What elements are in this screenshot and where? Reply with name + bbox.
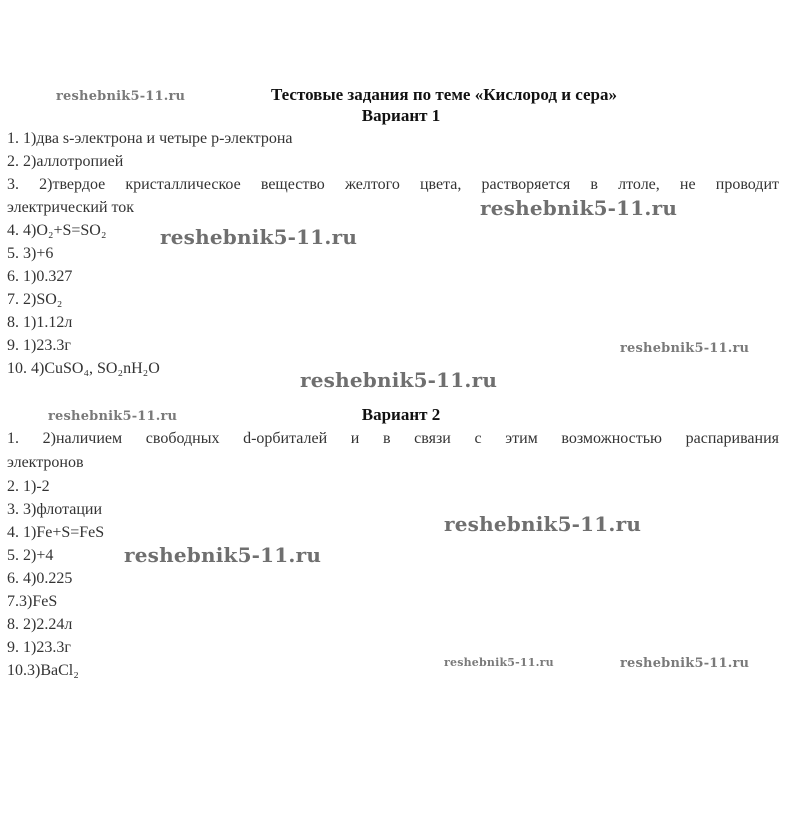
answer-line: 6. 4)0.225 — [7, 570, 73, 587]
answer-line: 7. 2)SO₂ — [7, 291, 63, 308]
variant-2-heading: Вариант 2 — [361, 405, 441, 424]
watermark: reshebnik5-11.ru — [124, 543, 322, 567]
watermark: reshebnik5-11.ru — [160, 225, 358, 249]
answer-line: 3. 2)твердое кристаллическое вещество желтого цвета, растворяется в лтоле, не проводит — [7, 176, 779, 193]
answer-line: 8. 1)1.12л — [7, 314, 73, 331]
answer-line: 9. 1)23.3г — [7, 639, 71, 656]
answer-line: 8. 2)2.24л — [7, 616, 73, 633]
answer-line: 5. 2)+4 — [7, 547, 54, 564]
watermark: reshebnik5-11.ru — [620, 341, 750, 356]
answer-line: 2. 1)-2 — [7, 478, 50, 495]
watermark: reshebnik5-11.ru — [48, 409, 178, 424]
watermark: reshebnik5-11.ru — [620, 656, 750, 671]
answer-line: 10. 4)CuSO₄, SO₂nH₂O — [7, 360, 160, 377]
answer-line: 1. 2)наличием свободных d-орбиталей и в связи с этим возможностью распаривания — [7, 430, 779, 447]
watermark: reshebnik5-11.ru — [444, 656, 554, 669]
answer-line: 6. 1)0.327 — [7, 268, 73, 285]
answer-line: электронов — [7, 454, 84, 471]
answer-line: 5. 3)+6 — [7, 245, 54, 262]
watermark: reshebnik5-11.ru — [480, 196, 678, 220]
answer-line: 10.3)BaCl₂ — [7, 662, 79, 679]
answer-line: 7.3)FeS — [7, 593, 58, 610]
answer-line: 4. 1)Fe+S=FeS — [7, 524, 105, 541]
watermark: reshebnik5-11.ru — [300, 368, 498, 392]
watermark: reshebnik5-11.ru — [56, 89, 186, 104]
answer-line: 4. 4)O₂+S=SO₂ — [7, 222, 107, 239]
variant-1-heading: Вариант 1 — [361, 106, 441, 125]
answer-line: электрический ток — [7, 199, 135, 216]
watermark: reshebnik5-11.ru — [444, 512, 642, 536]
answer-line: 2. 2)аллотропией — [7, 153, 124, 170]
answer-line: 9. 1)23.3г — [7, 337, 71, 354]
answer-line: 3. 3)флотации — [7, 501, 103, 518]
answer-line: 1. 1)два s-электрона и четыре р-электрона — [7, 130, 293, 147]
document-title: Тестовые задания по теме «Кислород и сера» — [270, 85, 618, 104]
